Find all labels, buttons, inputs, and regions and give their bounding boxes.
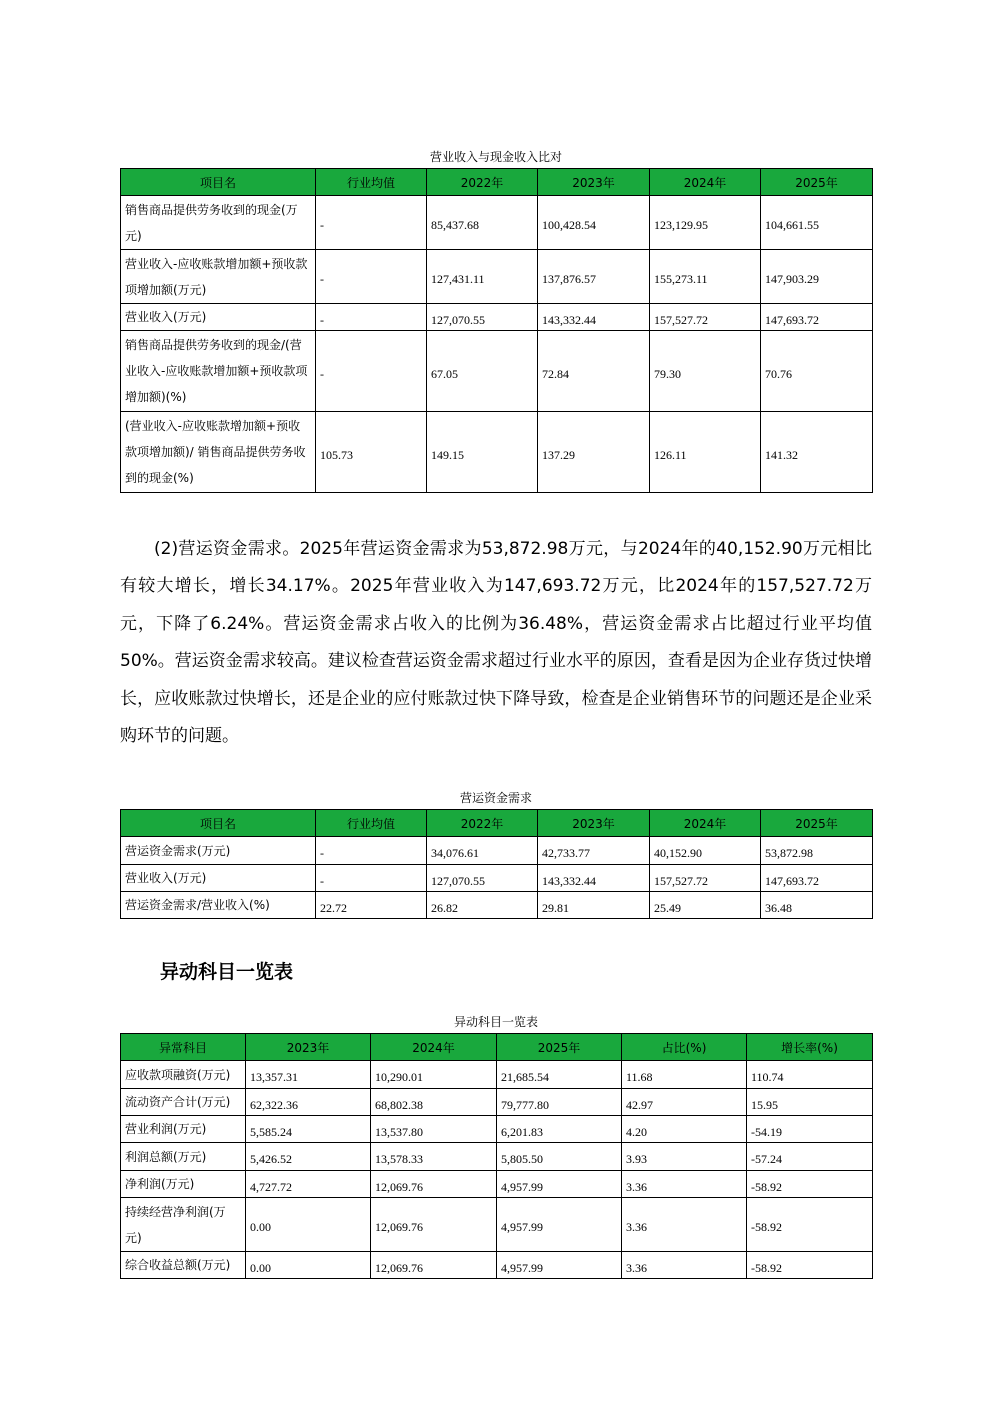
table-cell: 15.95 (747, 1089, 873, 1116)
header-cell: 2023年 (246, 1034, 371, 1061)
table-row (121, 1198, 873, 1252)
table-cell: 104,661.55 (761, 196, 873, 250)
table-row (121, 892, 873, 919)
row-label: 营业收入(万元) (121, 865, 316, 892)
table-cell: 123,129.95 (650, 196, 761, 250)
table-cell: 127,431.11 (427, 250, 538, 304)
row-label: 营业利润(万元) (121, 1116, 246, 1143)
table-cell: -58.92 (747, 1252, 873, 1279)
table-header-row (121, 169, 873, 196)
table-cell: -54.19 (747, 1116, 873, 1143)
table-row (121, 865, 873, 892)
table-cell: 11.68 (622, 1061, 747, 1089)
table-cell: 126.11 (650, 412, 761, 493)
table-cell: 12,069.76 (371, 1171, 497, 1198)
header-cell: 2022年 (427, 169, 538, 196)
table-header-row (121, 1034, 873, 1061)
table-cell: 12,069.76 (371, 1198, 497, 1252)
table-row (121, 331, 873, 412)
table-cell: 0.00 (246, 1252, 371, 1279)
working-capital-paragraph: (2)营运资金需求。2025年营运资金需求为53,872.98万元，与2024年的40,152.90万元相比有较大增长，增长34.17%。2025年营业收入为147,693.72万元，比2024年的157,527.72万元，下降了6.24%。营运资金需求占收入的比例为36.48%，营运资金需求占比超过行业平均值50%。营运资金需求较高。建议检查营运资金需求超过行业水平的原因，查看是因为企业存货过快增长，应收账款过快增长，还是企业的应付账款过快下降导致，检查是企业销售环节的问题还是企业采购环节的问题。 (120, 539, 872, 747)
row-label: 综合收益总额(万元) (121, 1252, 246, 1279)
table-cell: 62,322.36 (246, 1089, 371, 1116)
table-cell: 67.05 (427, 331, 538, 412)
table-row (121, 1061, 873, 1089)
row-label: 销售商品提供劳务收到的现金(万元) (121, 196, 316, 250)
table-cell: 137.29 (538, 412, 650, 493)
table2-caption: 营运资金需求 (459, 791, 532, 805)
header-cell: 2025年 (761, 169, 873, 196)
table-cell: 6,201.83 (497, 1116, 622, 1143)
table-cell: -57.24 (747, 1143, 873, 1171)
table-cell: 4.20 (622, 1116, 747, 1143)
header-cell: 异常科目 (121, 1034, 246, 1061)
table-cell: 13,537.80 (371, 1116, 497, 1143)
row-label: 流动资产合计(万元) (121, 1089, 246, 1116)
header-cell: 项目名 (121, 169, 316, 196)
row-label: 营运资金需求/营业收入(%) (121, 892, 316, 919)
table-cell: 25.49 (650, 892, 761, 919)
table-cell: 143,332.44 (538, 865, 650, 892)
table-cell: 147,693.72 (761, 865, 873, 892)
table-cell: 127,070.55 (427, 865, 538, 892)
table-cell: 5,585.24 (246, 1116, 371, 1143)
header-cell: 2024年 (650, 810, 761, 837)
table-row (121, 1143, 873, 1171)
row-label: 营业收入-应收账款增加额+预收款项增加额(万元) (121, 250, 316, 304)
table-cell: 42.97 (622, 1089, 747, 1116)
table-cell: 4,957.99 (497, 1198, 622, 1252)
table1-caption: 营业收入与现金收入比对 (429, 150, 562, 164)
table-cell: 137,876.57 (538, 250, 650, 304)
table-cell: 0.00 (246, 1198, 371, 1252)
table-cell: 13,357.31 (246, 1061, 371, 1089)
table-row (121, 304, 873, 331)
row-label: 持续经营净利润(万元) (121, 1198, 246, 1252)
row-label: 销售商品提供劳务收到的现金/(营业收入-应收账款增加额+预收款项增加额)(%) (121, 331, 316, 412)
table-cell: - (316, 865, 427, 892)
table-cell: 68,802.38 (371, 1089, 497, 1116)
table-cell: 3.93 (622, 1143, 747, 1171)
abnormal-items-table (120, 1033, 873, 1279)
table-row (121, 837, 873, 865)
table-cell: 22.72 (316, 892, 427, 919)
table-cell: 40,152.90 (650, 837, 761, 865)
table-row (121, 1252, 873, 1279)
table-cell: 53,872.98 (761, 837, 873, 865)
table-cell: 149.15 (427, 412, 538, 493)
header-cell: 行业均值 (316, 169, 427, 196)
header-cell: 2023年 (538, 169, 650, 196)
table-cell: 110.74 (747, 1061, 873, 1089)
table-cell: 3.36 (622, 1198, 747, 1252)
table-cell: 79.30 (650, 331, 761, 412)
table-cell: 100,428.54 (538, 196, 650, 250)
row-label: 营业收入(万元) (121, 304, 316, 331)
row-label: (营业收入-应收账款增加额+预收款项增加额)/ 销售商品提供劳务收到的现金(%) (121, 412, 316, 493)
table-cell: 147,903.29 (761, 250, 873, 304)
table-cell: 127,070.55 (427, 304, 538, 331)
table-cell: 141.32 (761, 412, 873, 493)
table-cell: 42,733.77 (538, 837, 650, 865)
table-cell: 29.81 (538, 892, 650, 919)
table-row (121, 1089, 873, 1116)
table-cell: - (316, 196, 427, 250)
table-cell: 10,290.01 (371, 1061, 497, 1089)
table-header-row (121, 810, 873, 837)
table-cell: -58.92 (747, 1198, 873, 1252)
table-cell: 105.73 (316, 412, 427, 493)
header-cell: 增长率(%) (747, 1034, 873, 1061)
table-cell: 12,069.76 (371, 1252, 497, 1279)
table-cell: 85,437.68 (427, 196, 538, 250)
header-cell: 占比(%) (622, 1034, 747, 1061)
table-cell: 36.48 (761, 892, 873, 919)
section-heading: 异动科目一览表 (160, 961, 294, 983)
table-row (121, 196, 873, 250)
row-label: 营运资金需求(万元) (121, 837, 316, 865)
table-cell: 70.76 (761, 331, 873, 412)
table-cell: 26.82 (427, 892, 538, 919)
table-cell: 4,727.72 (246, 1171, 371, 1198)
table-cell: 3.36 (622, 1252, 747, 1279)
table-row (121, 250, 873, 304)
table-row (121, 1171, 873, 1198)
revenue-cash-table (120, 168, 873, 493)
table-cell: 4,957.99 (497, 1252, 622, 1279)
table-cell: - (316, 837, 427, 865)
header-cell: 行业均值 (316, 810, 427, 837)
header-cell: 2023年 (538, 810, 650, 837)
table-row (121, 412, 873, 493)
table-cell: 5,426.52 (246, 1143, 371, 1171)
row-label: 净利润(万元) (121, 1171, 246, 1198)
table-cell: 155,273.11 (650, 250, 761, 304)
table-cell: 79,777.80 (497, 1089, 622, 1116)
table-cell: 5,805.50 (497, 1143, 622, 1171)
table-cell: 147,693.72 (761, 304, 873, 331)
header-cell: 2024年 (371, 1034, 497, 1061)
header-cell: 2025年 (761, 810, 873, 837)
table-cell: -58.92 (747, 1171, 873, 1198)
table-cell: 157,527.72 (650, 865, 761, 892)
header-cell: 2025年 (497, 1034, 622, 1061)
table-cell: 143,332.44 (538, 304, 650, 331)
row-label: 利润总额(万元) (121, 1143, 246, 1171)
table-cell: 157,527.72 (650, 304, 761, 331)
table-cell: - (316, 304, 427, 331)
table-row (121, 1116, 873, 1143)
table3-caption: 异动科目一览表 (453, 1015, 538, 1029)
header-cell: 2022年 (427, 810, 538, 837)
table-cell: 21,685.54 (497, 1061, 622, 1089)
table-cell: 3.36 (622, 1171, 747, 1198)
table-cell: - (316, 331, 427, 412)
table-cell: 34,076.61 (427, 837, 538, 865)
table-cell: 72.84 (538, 331, 650, 412)
header-cell: 项目名 (121, 810, 316, 837)
row-label: 应收款项融资(万元) (121, 1061, 246, 1089)
working-capital-table (120, 809, 873, 919)
header-cell: 2024年 (650, 169, 761, 196)
table-cell: - (316, 250, 427, 304)
table-cell: 4,957.99 (497, 1171, 622, 1198)
table-cell: 13,578.33 (371, 1143, 497, 1171)
